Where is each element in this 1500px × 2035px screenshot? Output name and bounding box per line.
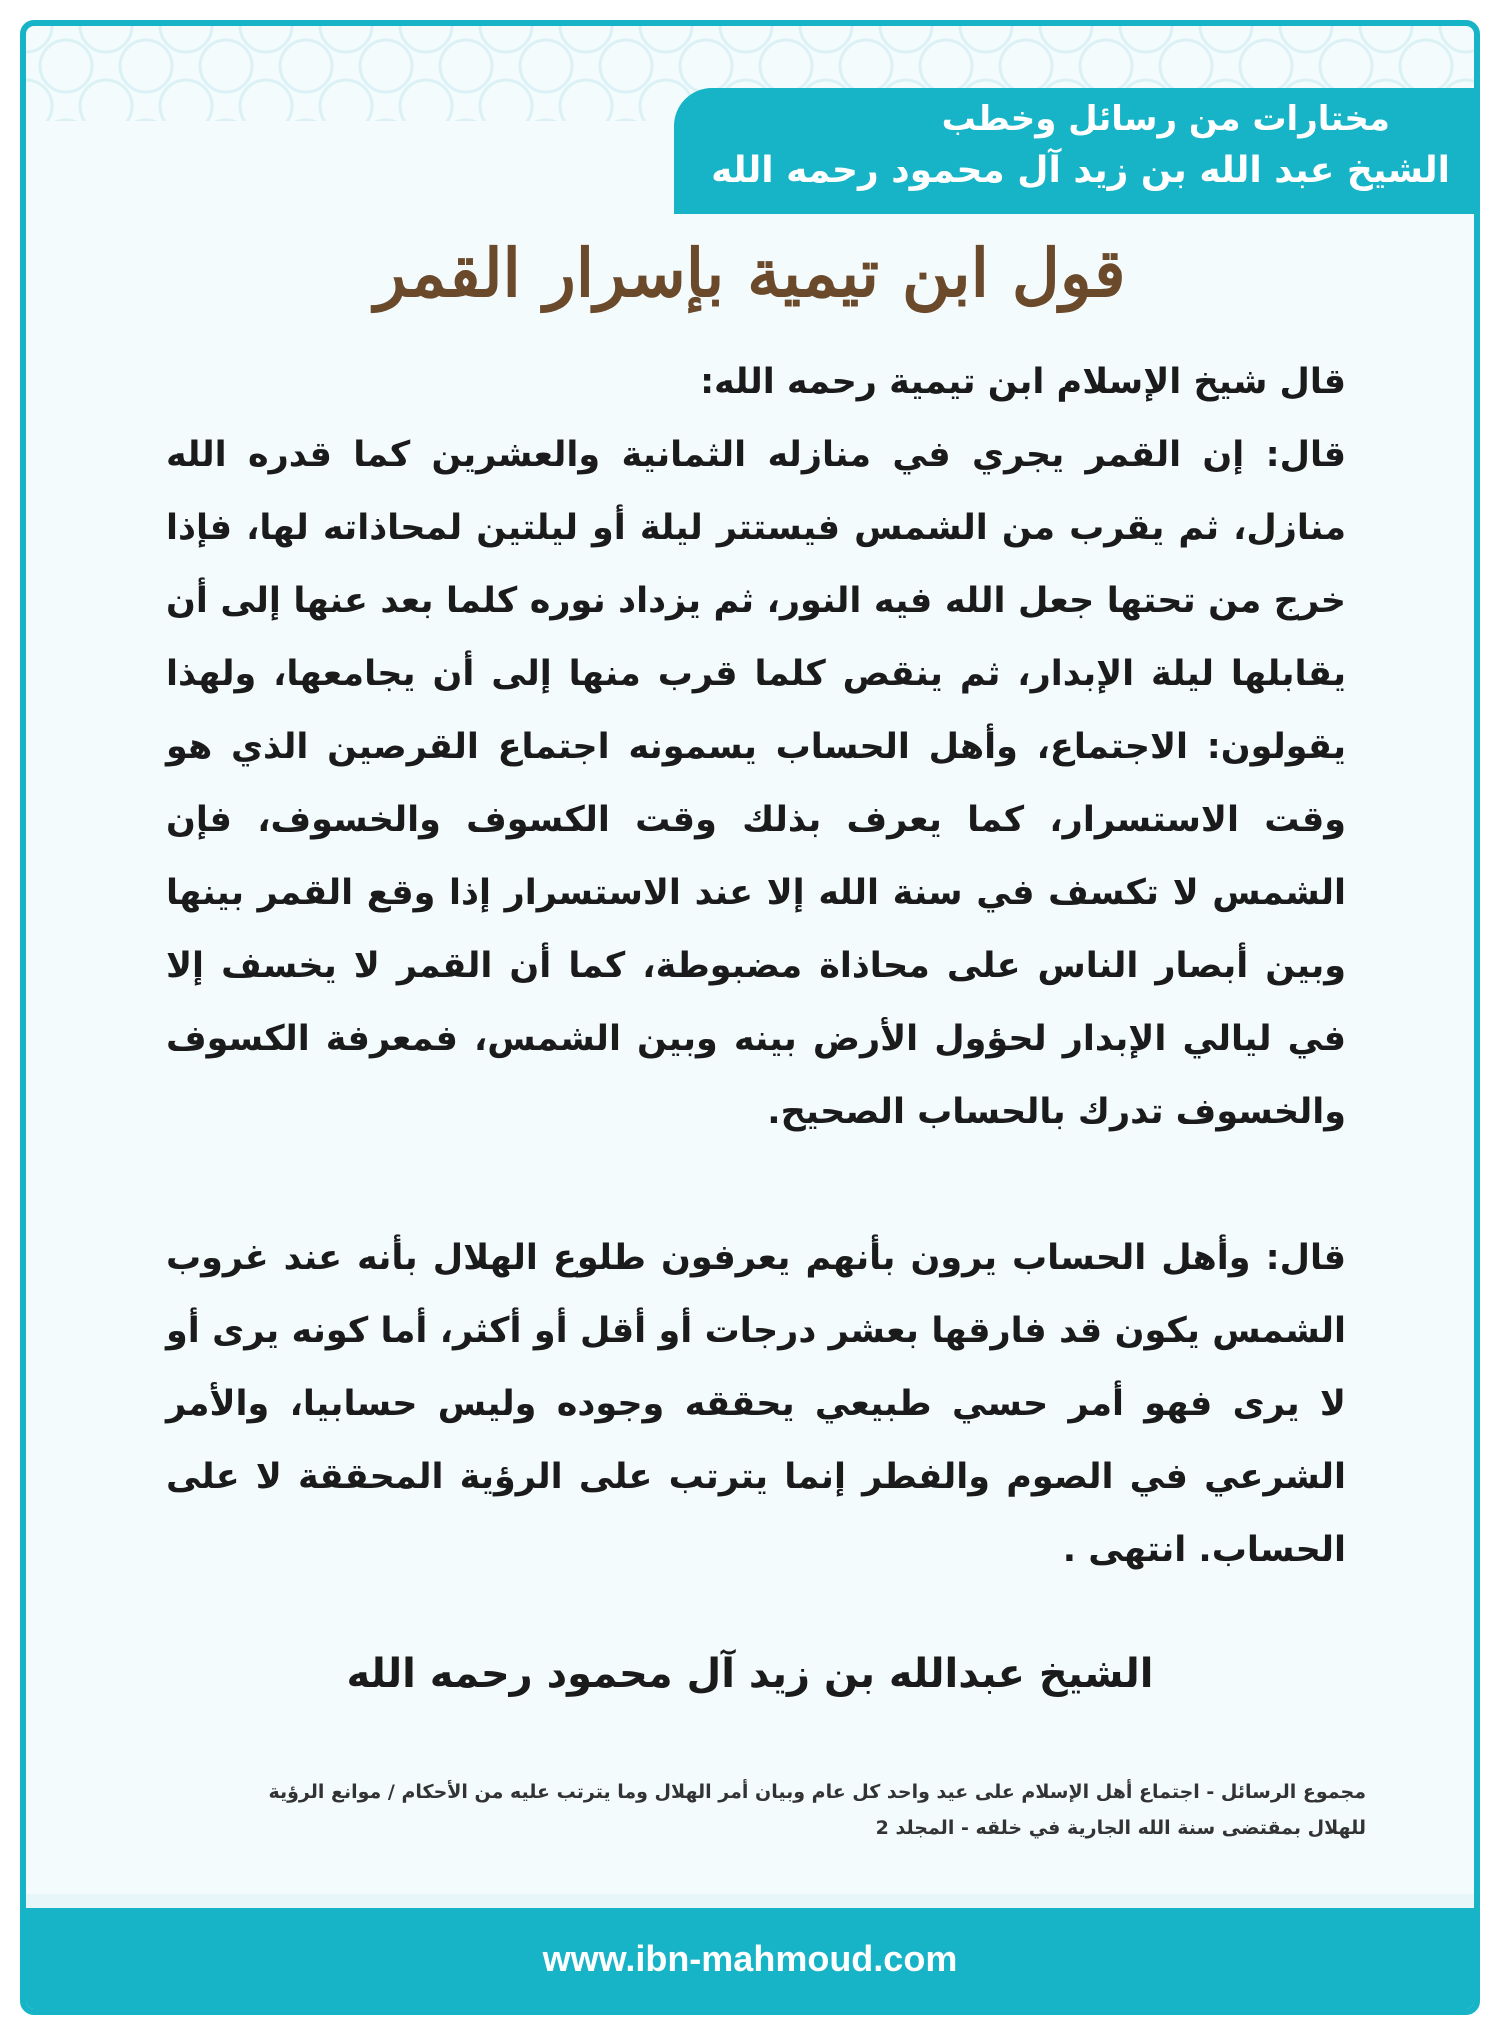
- header-subtitle: مختارات من رسائل وخطب: [941, 99, 1390, 139]
- website-link[interactable]: www.ibn-mahmoud.com: [542, 1937, 958, 1979]
- source-line-2: للهلال بمقتضى سنة الله الجارية في خلقه - المجلد 2: [875, 1817, 1366, 1839]
- signature: الشيخ عبدالله بن زيد آل محمود رحمه الله: [346, 1651, 1154, 1697]
- page-frame: [20, 20, 1480, 2015]
- footer-bar: [26, 1894, 1474, 2009]
- page-title: قول ابن تيمية بإسرار القمر: [374, 234, 1126, 312]
- header-author: الشيخ عبد الله بن زيد آل محمود رحمه الله: [711, 150, 1450, 191]
- source-line-1: مجموع الرسائل - اجتماع أهل الإسلام على عيد واحد كل عام وبيان أمر الهلال وما يترتب عليه من الأحكام / موانع الرؤية: [268, 1781, 1366, 1803]
- paragraph-1: قال: إن القمر يجري في منازله الثمانية والعشرين كما قدره الله منازل، ثم يقرب من الشمس فيستتر ليلة أو ليلتين لمحاذاته لها، فإذا خرج من تحتها جعل الله فيه النور، ثم يزداد نوره كلما بعد عنها إلى أن يقابلها ليلة الإبدار، ثم ينقص كلما قرب منها إلى أن يجامعها، ولهذا يقولون: الاجتماع، وأهل الحساب يسمونه اجتماع القرصين الذي هو وقت الاستسرار، كما يعرف بذلك وقت الكسوف والخسوف، فإن الشمس لا تكسف في سنة الله إلا عند الاستسرار إذا وقع القمر بينها وبين أبصار الناس على محاذاة مضبوطة، كما أن القمر لا يخسف إلا في ليالي الإبدار لحؤول الأرض بينه وبين الشمس، فمعرفة الكسوف والخسوف تدرك بالحساب الصحيح.: [166, 435, 1346, 1132]
- source-reference: [166, 1774, 1366, 1846]
- header-banner: [674, 88, 1474, 214]
- paragraph-2: قال: وأهل الحساب يرون بأنهم يعرفون طلوع الهلال بأنه عند غروب الشمس يكون قد فارقها بعشر درجات أو أقل أو أكثر، أما كونه يرى أو لا يرى فهو أمر حسي طبيعي يحققه وجوده وليس حسابيا، والأمر الشرعي في الصوم والفطر إنما يترتب على الرؤية المحققة لا على الحساب. انتهى .: [166, 1238, 1346, 1570]
- intro-line: قال شيخ الإسلام ابن تيمية رحمه الله:: [700, 362, 1346, 402]
- article-body: [166, 346, 1346, 1587]
